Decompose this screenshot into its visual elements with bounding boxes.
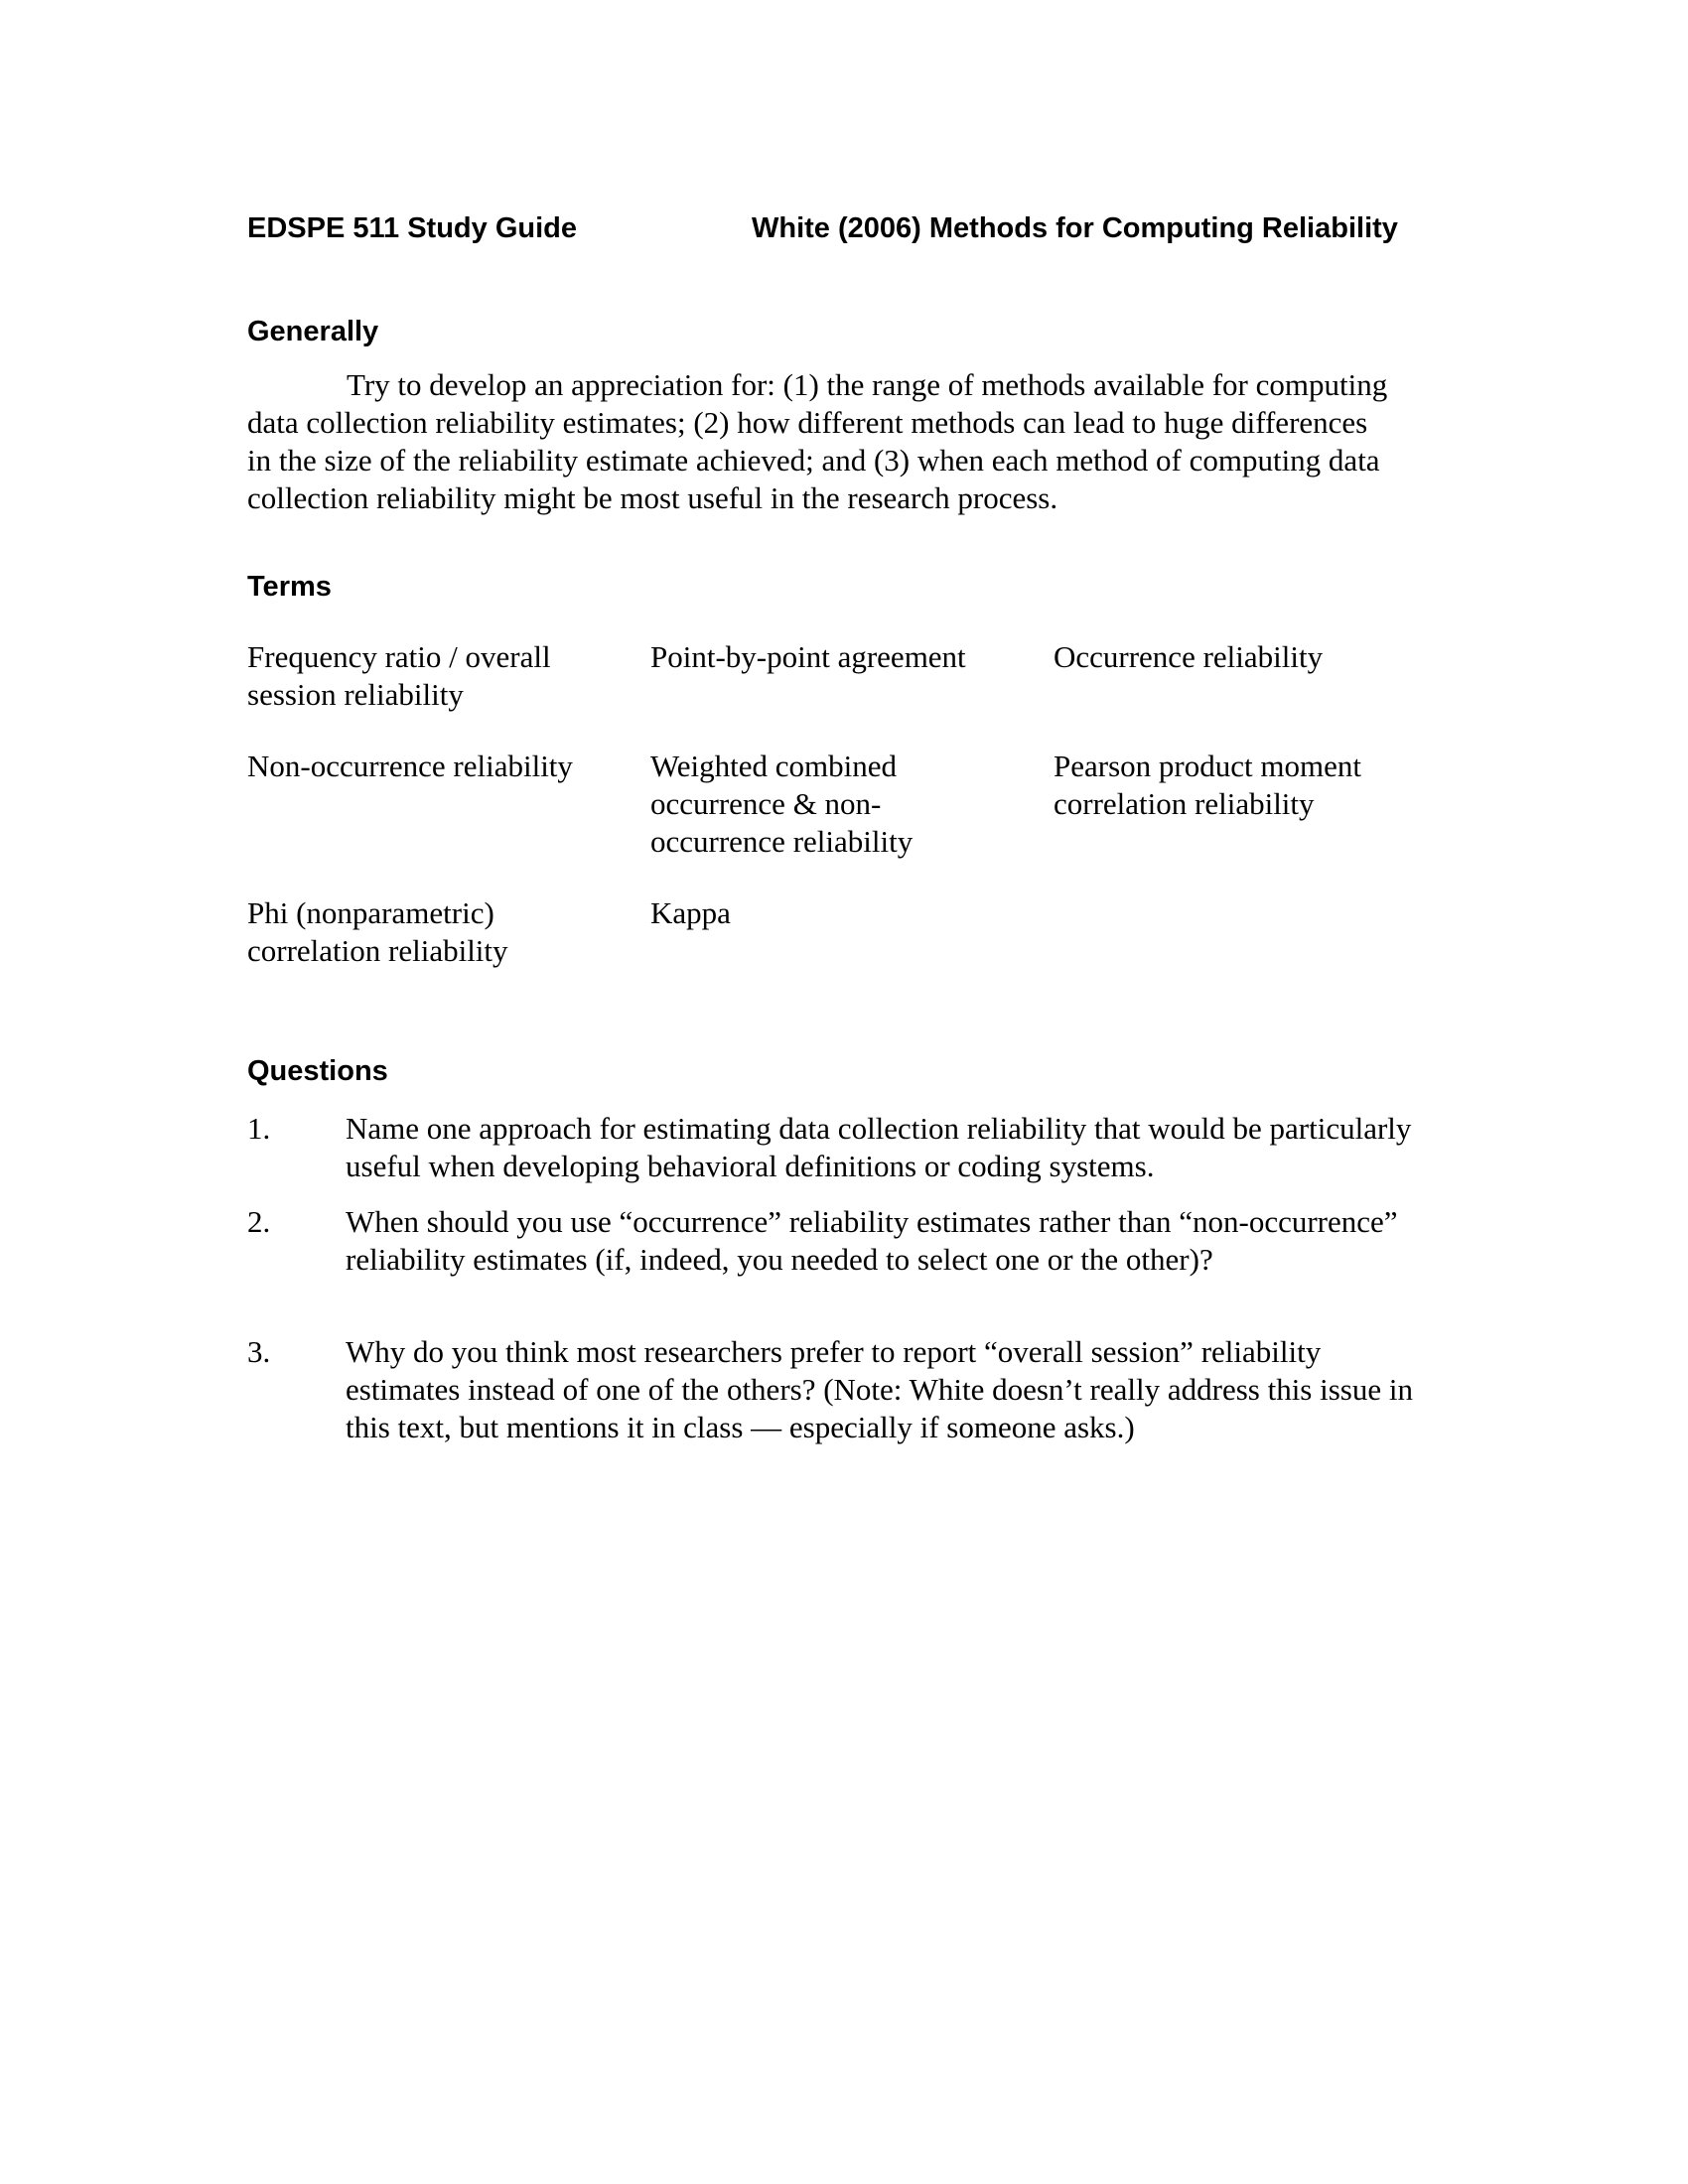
generally-paragraph: Try to develop an appreciation for: (1) the range of methods available for computing data collection reliability estimates; (2) how different methods can lead to huge differences in the size of the reliability estimate achieved; and (3) when each method of computing data collection reliability might be most useful in the research process. [247, 367, 1388, 515]
question-text: When should you use “occurrence” reliability estimates rather than “non-occurrence” reliability estimates (if, indeed, you needed to select one or the other)? [346, 1204, 1398, 1277]
term-item: Occurrence reliability [1054, 639, 1324, 674]
term-item: Weighted combined occurrence & non-occurrence reliability [650, 749, 914, 859]
question-number: 1. [247, 1111, 271, 1146]
section-heading-terms: Terms [247, 571, 332, 603]
question-text: Why do you think most researchers prefer to report “overall session” reliability estimates instead of one of the others? (Note: White doesn’t really address this issue in this text, but mentions it in class — especially if someone asks.) [346, 1334, 1413, 1444]
term-item: Frequency ratio / overall session reliability [247, 639, 551, 712]
question-number: 3. [247, 1334, 271, 1369]
term-item: Phi (nonparametric) correlation reliability [247, 895, 508, 968]
question-number: 2. [247, 1204, 271, 1239]
header-topic-title: White (2006) Methods for Computing Reliability [752, 212, 1398, 244]
header-course-title: EDSPE 511 Study Guide [247, 212, 577, 244]
term-item: Pearson product moment correlation reliability [1054, 749, 1361, 821]
section-heading-questions: Questions [247, 1055, 388, 1087]
section-heading-generally: Generally [247, 316, 379, 347]
question-text: Name one approach for estimating data collection reliability that would be particularly useful when developing behavioral definitions or coding systems. [346, 1111, 1412, 1183]
term-item: Kappa [650, 895, 731, 930]
term-item: Non-occurrence reliability [247, 749, 573, 783]
term-item: Point-by-point agreement [650, 639, 966, 674]
